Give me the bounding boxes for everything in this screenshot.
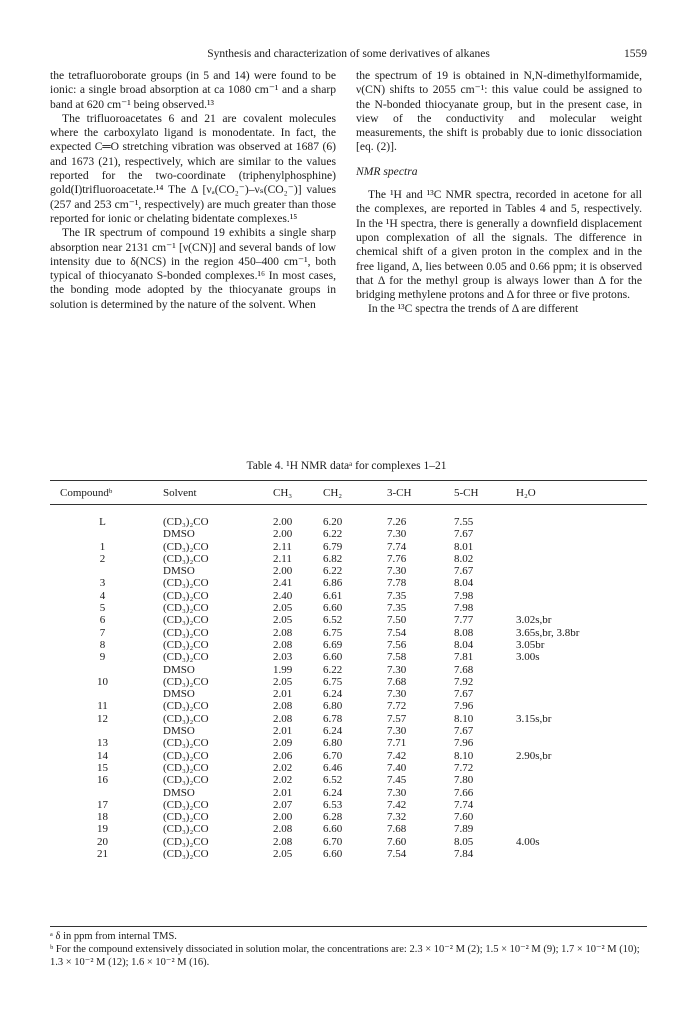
table-body: [50, 504, 647, 860]
table-row: [50, 565, 647, 577]
cell-compound: 14: [97, 749, 108, 762]
cell-5ch: 7.74: [454, 798, 474, 811]
cell-solvent: (CD₃)₂CO: [163, 798, 209, 811]
cell-compound: 9: [99, 651, 106, 664]
table-row: [50, 713, 647, 725]
table-row: [50, 639, 647, 651]
right-column: [356, 69, 642, 317]
cell-solvent: (CD₃)₂CO: [163, 552, 209, 565]
cell-3ch: 7.42: [387, 798, 407, 811]
table-row: [50, 590, 647, 602]
cell-3ch: 7.30: [387, 565, 407, 578]
cell-3ch: 7.30: [387, 663, 407, 676]
cell-solvent: DMSO: [163, 565, 195, 578]
cell-ch3: 2.00: [273, 528, 293, 541]
cell-ch2: 6.80: [323, 737, 343, 750]
table-row: [50, 848, 647, 860]
cell-ch3: 2.40: [273, 589, 293, 602]
cell-h2o: [516, 528, 647, 540]
cell-ch3: 2.05: [273, 675, 293, 688]
section-heading-nmr: NMR spectra: [356, 164, 418, 178]
cell-5ch: 8.10: [454, 749, 474, 762]
cell-solvent: (CD₃)₂CO: [163, 614, 209, 627]
cell-h2o: 3.15s,br: [516, 712, 552, 725]
cell-ch2: 6.22: [323, 663, 343, 676]
cell-ch3: 2.02: [273, 761, 293, 774]
cell-5ch: 7.92: [454, 675, 474, 688]
cell-ch3: 2.05: [273, 602, 293, 615]
cell-5ch: 8.08: [454, 626, 474, 639]
cell-h2o: [516, 553, 647, 565]
cell-5ch: 7.66: [454, 786, 474, 799]
left-paragraph-3: The IR spectrum of compound 19 exhibits a single sharp absorption near 2131 cm⁻¹ [ν(CN)] and several bands of low intensity due to δ(NCS) in the region 450–400 cm⁻¹, both typical of thiocyanato S-bonded complexes.¹⁶ In most cases, the bonding mode adopted by the thiocyanate groups in solution is determined by the nature of the solvent. When: [50, 226, 336, 311]
cell-ch2: 6.75: [323, 675, 343, 688]
cell-compound: 12: [97, 712, 108, 725]
cell-5ch: 8.05: [454, 835, 474, 848]
cell-5ch: 7.67: [454, 565, 474, 578]
header-solvent: Solvent: [163, 487, 197, 499]
cell-h2o: [516, 602, 647, 614]
table-row: [50, 799, 647, 811]
cell-compound: 16: [97, 774, 108, 787]
cell-ch2: 6.82: [323, 552, 343, 565]
table-row: [50, 774, 647, 786]
table-row: [50, 811, 647, 823]
cell-compound: [50, 787, 155, 799]
table-row: [50, 676, 647, 688]
cell-3ch: 7.68: [387, 675, 407, 688]
cell-h2o: [516, 504, 647, 528]
cell-5ch: 7.60: [454, 811, 474, 824]
cell-ch2: 6.86: [323, 577, 343, 590]
cell-3ch: 7.32: [387, 811, 407, 824]
cell-ch2: 6.60: [323, 651, 343, 664]
cell-ch3: 2.02: [273, 774, 293, 787]
cell-ch2: 6.52: [323, 614, 343, 627]
cell-5ch: 8.04: [454, 638, 474, 651]
table-row: [50, 688, 647, 700]
cell-h2o: [516, 787, 647, 799]
cell-ch3: 2.06: [273, 749, 293, 762]
cell-ch3: 2.00: [273, 516, 293, 528]
cell-h2o: [516, 577, 647, 589]
table-row: [50, 541, 647, 553]
cell-5ch: 7.81: [454, 651, 474, 664]
cell-h2o: [516, 799, 647, 811]
cell-h2o: [516, 774, 647, 786]
table-row: [50, 504, 647, 528]
running-header: [50, 48, 647, 64]
cell-compound: [50, 565, 155, 577]
cell-3ch: 7.30: [387, 786, 407, 799]
table-row: [50, 577, 647, 589]
cell-compound: 1: [99, 540, 106, 553]
cell-ch2: 6.60: [323, 602, 343, 615]
cell-3ch: 7.72: [387, 700, 407, 713]
header-3ch: 3-CH: [387, 487, 412, 499]
table-top-rule: [50, 480, 647, 481]
cell-3ch: 7.40: [387, 761, 407, 774]
cell-ch2: 6.22: [323, 565, 343, 578]
cell-compound: L: [99, 516, 106, 528]
cell-ch3: 2.01: [273, 725, 293, 738]
cell-3ch: 7.76: [387, 552, 407, 565]
cell-solvent: DMSO: [163, 786, 195, 799]
cell-ch3: 2.41: [273, 577, 293, 590]
cell-5ch: 7.96: [454, 700, 474, 713]
cell-3ch: 7.54: [387, 848, 407, 861]
cell-h2o: [516, 688, 647, 700]
cell-5ch: 7.89: [454, 823, 474, 836]
cell-compound: 10: [97, 675, 108, 688]
table-row: [50, 787, 647, 799]
footnote-a: ᵃ δ in ppm from internal TMS.: [50, 931, 177, 942]
cell-solvent: (CD₃)₂CO: [163, 675, 209, 688]
cell-solvent: (CD₃)₂CO: [163, 848, 209, 861]
cell-h2o: [516, 664, 647, 676]
header-ch2: CH₂: [323, 487, 343, 499]
cell-3ch: 7.54: [387, 626, 407, 639]
cell-compound: 5: [99, 602, 106, 615]
cell-h2o: [516, 725, 647, 737]
cell-5ch: 7.72: [454, 761, 474, 774]
cell-5ch: 7.96: [454, 737, 474, 750]
cell-h2o: [516, 676, 647, 688]
cell-3ch: 7.30: [387, 688, 407, 701]
cell-ch2: 6.24: [323, 725, 343, 738]
table-header-row: [50, 487, 647, 504]
cell-3ch: 7.30: [387, 528, 407, 541]
cell-solvent: (CD₃)₂CO: [163, 589, 209, 602]
cell-compound: 18: [97, 811, 108, 824]
right-paragraph-2: The ¹H and ¹³C NMR spectra, recorded in acetone for all the complexes, are reported in Tables 4 and 5, respectively. In the ¹H spectra, there is generally a downfield displacement upon complexation of all the signals. The difference in chemical shift of a given proton in the complex and in the free ligand, Δ, lies between 0.05 and 0.66 ppm; it is observed that Δ for the methyl group is always lower than Δ for the bridging methylene protons and Δ for three or five protons.: [356, 188, 642, 302]
cell-ch2: 6.75: [323, 626, 343, 639]
cell-ch2: 6.20: [323, 516, 343, 528]
header-ch3: CH₃: [273, 487, 293, 499]
cell-solvent: (CD₃)₂CO: [163, 811, 209, 824]
cell-compound: 20: [97, 835, 108, 848]
cell-ch3: 2.11: [273, 540, 292, 553]
cell-ch3: 2.08: [273, 700, 293, 713]
cell-ch3: 2.05: [273, 614, 293, 627]
cell-compound: [50, 688, 155, 700]
cell-h2o: [516, 700, 647, 712]
cell-compound: 2: [99, 552, 106, 565]
cell-3ch: 7.45: [387, 774, 407, 787]
cell-solvent: (CD₃)₂CO: [163, 700, 209, 713]
cell-solvent: (CD₃)₂CO: [163, 540, 209, 553]
table-row: [50, 614, 647, 626]
cell-h2o: [516, 848, 647, 860]
cell-3ch: 7.35: [387, 602, 407, 615]
header-h2o: H₂O: [516, 487, 536, 499]
cell-h2o: [516, 565, 647, 577]
cell-compound: 21: [97, 848, 108, 861]
cell-ch2: 6.24: [323, 688, 343, 701]
cell-compound: 19: [97, 823, 108, 836]
cell-ch2: 6.69: [323, 638, 343, 651]
table-row: [50, 725, 647, 737]
cell-3ch: 7.35: [387, 589, 407, 602]
cell-ch2: 6.78: [323, 712, 343, 725]
cell-ch2: 6.24: [323, 786, 343, 799]
cell-5ch: 7.84: [454, 848, 474, 861]
table-row: [50, 602, 647, 614]
cell-solvent: (CD₃)₂CO: [163, 737, 209, 750]
cell-5ch: 8.01: [454, 540, 474, 553]
cell-5ch: 8.04: [454, 577, 474, 590]
cell-compound: 15: [97, 761, 108, 774]
cell-h2o: [516, 811, 647, 823]
cell-solvent: (CD₃)₂CO: [163, 712, 209, 725]
cell-solvent: (CD₃)₂CO: [163, 749, 209, 762]
table-row: [50, 664, 647, 676]
cell-h2o: 3.05br: [516, 638, 545, 651]
cell-5ch: 7.77: [454, 614, 474, 627]
right-paragraph-1: the spectrum of 19 is obtained in N,N-dimethylformamide, ν(CN) shifts to 2055 cm⁻¹: this value could be assigned to the N-bonded thiocyanate group, but in the present case, in view of the conductivity and molecular weight measurements, the shift is probably due to ionic dissociation [eq. (2)].: [356, 69, 642, 154]
cell-5ch: 7.68: [454, 663, 474, 676]
page-number: 1559: [624, 48, 647, 60]
cell-ch2: 6.70: [323, 749, 343, 762]
cell-ch3: 2.05: [273, 848, 293, 861]
cell-ch2: 6.70: [323, 835, 343, 848]
left-column: [50, 69, 336, 312]
cell-h2o: [516, 737, 647, 749]
cell-solvent: (CD₃)₂CO: [163, 761, 209, 774]
cell-ch2: 6.46: [323, 761, 343, 774]
cell-3ch: 7.42: [387, 749, 407, 762]
cell-ch3: 2.00: [273, 811, 293, 824]
cell-5ch: 7.67: [454, 725, 474, 738]
cell-ch3: 2.08: [273, 712, 293, 725]
cell-3ch: 7.57: [387, 712, 407, 725]
cell-compound: [50, 725, 155, 737]
cell-3ch: 7.60: [387, 835, 407, 848]
cell-h2o: [516, 590, 647, 602]
cell-5ch: 7.55: [454, 516, 474, 528]
cell-5ch: 7.80: [454, 774, 474, 787]
cell-compound: 13: [97, 737, 108, 750]
cell-compound: 17: [97, 798, 108, 811]
cell-3ch: 7.56: [387, 638, 407, 651]
cell-solvent: DMSO: [163, 688, 195, 701]
left-paragraph-2: The trifluoroacetates 6 and 21 are covalent molecules where the carboxylato ligand is monodentate. In fact, the expected C═O stretching vibration was observed at 1687 (6) and 1673 (21), respectively, which are similar to the values reported for the two-coordinate (triphenylphosphine) gold(I)trifluoroacetate.¹⁴ The Δ [νₐ(CO₂⁻)–νₛ(CO₂⁻)] values (257 and 253 cm⁻¹, respectively) are much greater than those reported for ionic or chelating bidentate complexes.¹⁵: [50, 111, 336, 225]
cell-solvent: (CD₃)₂CO: [163, 774, 209, 787]
cell-compound: 4: [99, 589, 106, 602]
cell-ch2: 6.60: [323, 848, 343, 861]
cell-compound: 11: [97, 700, 108, 713]
cell-compound: 3: [99, 577, 106, 590]
cell-ch2: 6.22: [323, 528, 343, 541]
cell-solvent: DMSO: [163, 663, 195, 676]
header-compound: Compoundᵇ: [60, 487, 113, 499]
cell-h2o: 3.65s,br, 3.8br: [516, 626, 580, 639]
cell-5ch: 7.67: [454, 528, 474, 541]
table-row: [50, 762, 647, 774]
cell-compound: [50, 528, 155, 540]
cell-5ch: 8.02: [454, 552, 474, 565]
cell-ch2: 6.53: [323, 798, 343, 811]
running-title: Synthesis and characterization of some derivatives of alkanes: [207, 48, 490, 60]
table-row: [50, 737, 647, 749]
cell-solvent: (CD₃)₂CO: [163, 823, 209, 836]
table-caption: Table 4. ¹H NMR dataᵃ for complexes 1–21: [246, 460, 447, 472]
cell-solvent: (CD₃)₂CO: [163, 516, 209, 528]
table-row: [50, 651, 647, 663]
cell-ch3: 2.03: [273, 651, 293, 664]
cell-compound: [50, 664, 155, 676]
table-row: [50, 528, 647, 540]
cell-ch3: 2.08: [273, 823, 293, 836]
cell-compound: 8: [99, 638, 106, 651]
header-5ch: 5-CH: [454, 487, 479, 499]
table-row: [50, 553, 647, 565]
nmr-data-table: [50, 487, 647, 860]
cell-ch3: 2.09: [273, 737, 293, 750]
cell-5ch: 8.10: [454, 712, 474, 725]
cell-compound: 7: [99, 626, 106, 639]
cell-ch3: 2.01: [273, 786, 293, 799]
cell-5ch: 7.98: [454, 602, 474, 615]
table-row: [50, 823, 647, 835]
cell-5ch: 7.98: [454, 589, 474, 602]
cell-solvent: (CD₃)₂CO: [163, 626, 209, 639]
cell-h2o: 2.90s,br: [516, 749, 552, 762]
cell-compound: 6: [99, 614, 106, 627]
cell-ch3: 1.99: [273, 663, 293, 676]
table-row: [50, 700, 647, 712]
table-row: [50, 627, 647, 639]
cell-ch2: 6.61: [323, 589, 343, 602]
cell-solvent: (CD₃)₂CO: [163, 602, 209, 615]
cell-h2o: 3.02s,br: [516, 614, 552, 627]
cell-ch2: 6.80: [323, 700, 343, 713]
table-row: [50, 836, 647, 848]
cell-3ch: 7.58: [387, 651, 407, 664]
table-row: [50, 750, 647, 762]
cell-3ch: 7.30: [387, 725, 407, 738]
cell-ch3: 2.08: [273, 626, 293, 639]
cell-3ch: 7.74: [387, 540, 407, 553]
cell-h2o: 4.00s: [516, 835, 540, 848]
cell-solvent: DMSO: [163, 725, 195, 738]
cell-h2o: [516, 762, 647, 774]
cell-ch3: 2.11: [273, 552, 292, 565]
cell-3ch: 7.26: [387, 516, 407, 528]
cell-3ch: 7.50: [387, 614, 407, 627]
cell-ch3: 2.00: [273, 565, 293, 578]
right-paragraph-3: In the ¹³C spectra the trends of Δ are different: [368, 302, 579, 316]
table-bottom-rule: [50, 926, 647, 927]
cell-ch2: 6.52: [323, 774, 343, 787]
cell-3ch: 7.68: [387, 823, 407, 836]
cell-ch3: 2.07: [273, 798, 293, 811]
cell-h2o: [516, 823, 647, 835]
footnote-b: ᵇ For the compound extensively dissociated in solution molar, the concentrations are: 2.3 × 10⁻² M (2); 1.5 × 10⁻² M (9); 1.7 × 10⁻² M (10); 1.3 × 10⁻² M (12); 1.6 × 10⁻² M (16).: [50, 944, 640, 968]
cell-5ch: 7.67: [454, 688, 474, 701]
cell-ch2: 6.79: [323, 540, 343, 553]
cell-3ch: 7.71: [387, 737, 407, 750]
cell-h2o: [516, 541, 647, 553]
left-paragraph-1: the tetrafluoroborate groups (in 5 and 14) were found to be ionic: a single broad absorption at ca 1080 cm⁻¹ and a sharp band at 620 cm⁻¹ being observed.¹³: [50, 69, 336, 111]
cell-3ch: 7.78: [387, 577, 407, 590]
cell-ch3: 2.01: [273, 688, 293, 701]
cell-solvent: (CD₃)₂CO: [163, 577, 209, 590]
cell-ch3: 2.08: [273, 835, 293, 848]
cell-ch2: 6.60: [323, 823, 343, 836]
cell-solvent: (CD₃)₂CO: [163, 835, 209, 848]
cell-ch3: 2.08: [273, 638, 293, 651]
cell-solvent: (CD₃)₂CO: [163, 651, 209, 664]
cell-h2o: 3.00s: [516, 651, 540, 664]
cell-solvent: DMSO: [163, 528, 195, 541]
cell-solvent: (CD₃)₂CO: [163, 638, 209, 651]
cell-ch2: 6.28: [323, 811, 343, 824]
